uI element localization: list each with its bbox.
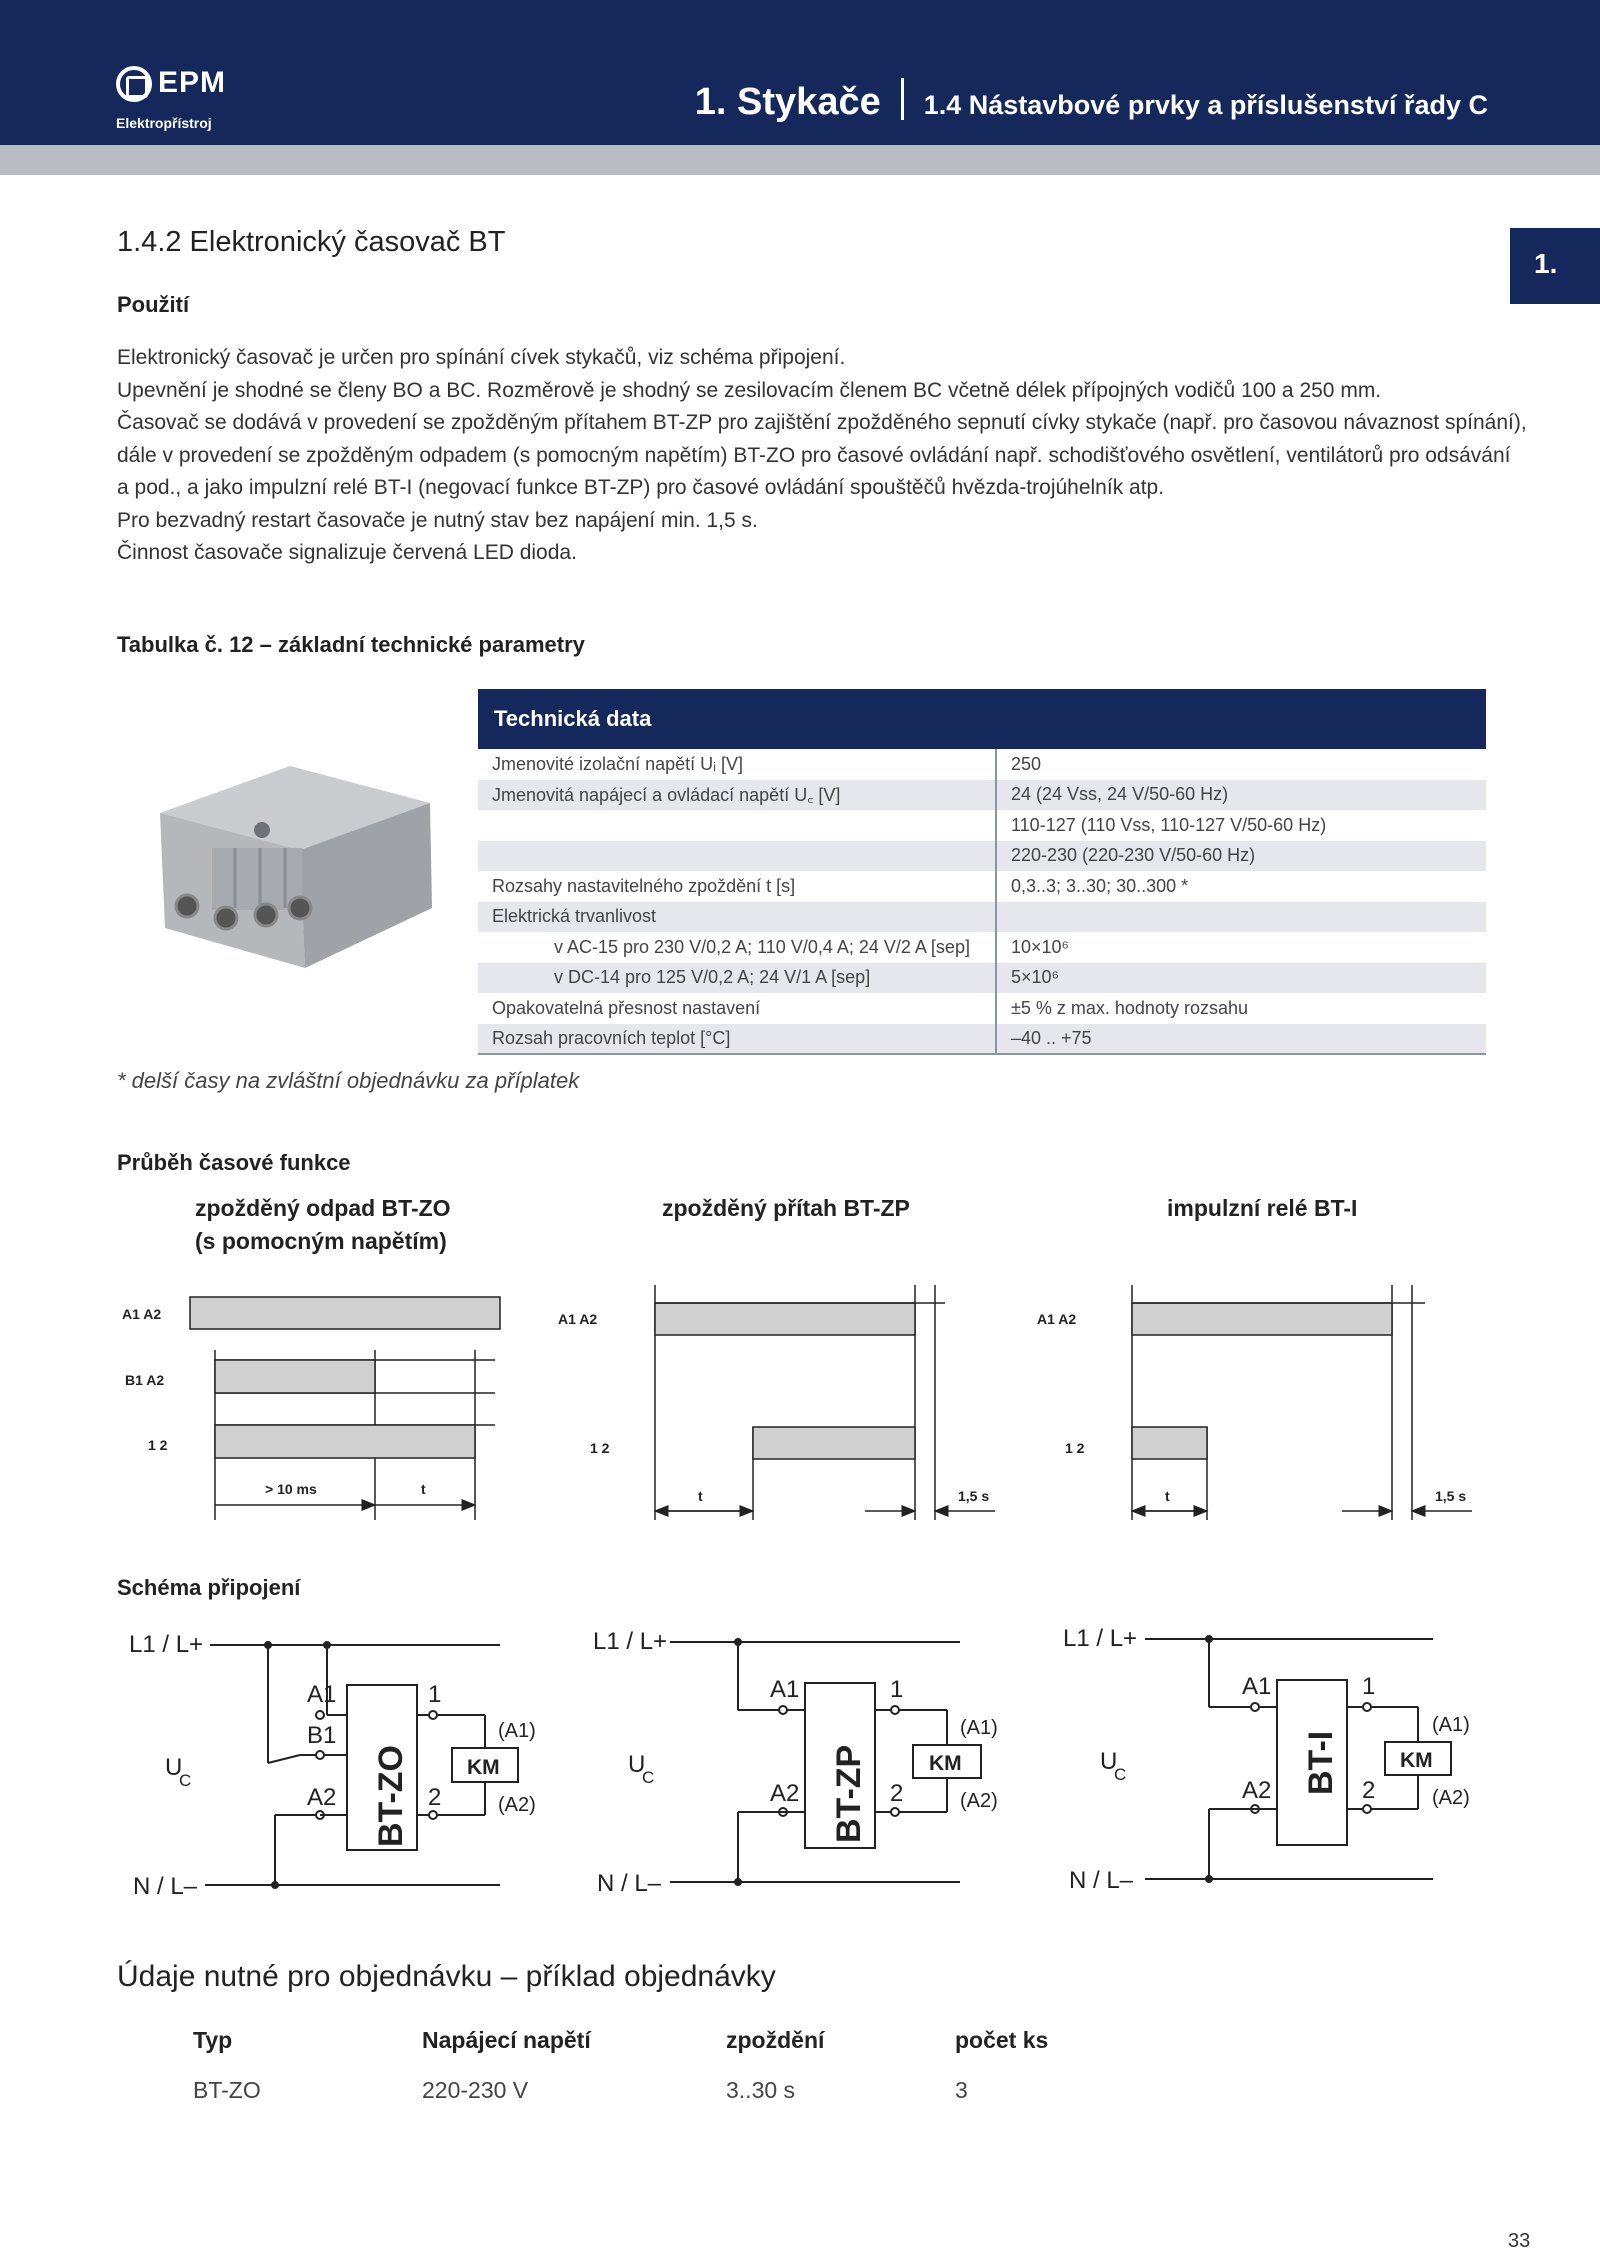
- signal-label: 1 2: [148, 1437, 168, 1453]
- terminal-label: A2: [1242, 1777, 1272, 1804]
- coil-label: (A1): [498, 1720, 536, 1742]
- param-label: Jmenovitá napájecí a ovládací napětí U꜀ [V]: [478, 780, 996, 811]
- header-title: [695, 72, 1488, 124]
- scheme-zp: [593, 1628, 998, 1897]
- table-header-row: [177, 2015, 1089, 2065]
- param-label: Rozsahy nastavitelného zpoždění t [s]: [478, 871, 996, 902]
- coil-label: (A1): [1432, 1714, 1470, 1736]
- device-label: BT-ZP: [830, 1744, 868, 1843]
- table-row: [478, 932, 1486, 963]
- param-label: Elektrická trvanlivost: [478, 902, 996, 933]
- time-label: t: [698, 1488, 703, 1504]
- order-heading: Údaje nutné pro objednávku – příklad objednávky: [117, 1960, 776, 1993]
- uc-label: U: [1100, 1748, 1118, 1775]
- chapter-title: 1. Stykače: [694, 81, 881, 123]
- timing-zp: [558, 1285, 995, 1520]
- usage-heading: Použití: [117, 292, 190, 317]
- terminal-label: A1: [1242, 1673, 1272, 1700]
- line-label: L1 / L+: [593, 1628, 668, 1655]
- km-label: KM: [1400, 1749, 1433, 1772]
- param-value: [996, 902, 1486, 933]
- logo-subtitle: Elektropřístroj: [116, 115, 212, 131]
- header-stripe: [0, 145, 1600, 175]
- table-cell: 3: [955, 2076, 968, 2103]
- connection-schemes: [115, 1615, 1515, 1905]
- footnote: * delší časy na zvláštní objednávku za příplatek: [117, 1068, 580, 1093]
- table-cell: BT-ZO: [193, 2076, 261, 2103]
- usage-line: a pod., a jako impulzní relé BT-I (negovací funkce BT-ZP) pro časové ovládání spouštěčů hvězda-trojúhelník atp.: [117, 476, 1165, 499]
- terminal-label: A1: [770, 1676, 800, 1703]
- table-row: [478, 841, 1486, 872]
- param-value: 110-127 (110 Vss, 110-127 V/50-60 Hz): [1011, 814, 1327, 835]
- table-row: [478, 810, 1486, 841]
- time-label: 1,5 s: [1435, 1488, 1467, 1504]
- terminal-label: 1: [1362, 1673, 1376, 1700]
- param-label: Jmenovité izolační napětí Uᵢ [V]: [478, 749, 996, 780]
- param-value: 0,3..3; 3..30; 30..300 *: [1011, 875, 1189, 896]
- param-label: [478, 841, 996, 872]
- table-caption: Tabulka č. 12 – základní technické parametry: [117, 632, 585, 657]
- column-header: počet ks: [955, 2026, 1049, 2053]
- terminal-label: 1: [428, 1681, 442, 1708]
- device-label: BT-ZO: [372, 1745, 410, 1847]
- usage-line: Elektronický časovač je určen pro spínání cívek stykačů, viz schéma připojení.: [117, 346, 846, 369]
- device-label: BT-I: [1302, 1730, 1340, 1795]
- terminal-label: 2: [1362, 1777, 1376, 1804]
- function-heading: Průběh časové funkce: [117, 1150, 351, 1175]
- param-value: 220-230 (220-230 V/50-60 Hz): [996, 841, 1486, 872]
- usage-line: Pro bezvadný restart časovače je nutný stav bez napájení min. 1,5 s.: [117, 508, 758, 532]
- logo-mark-icon: [116, 66, 152, 102]
- table-row: [478, 963, 1486, 994]
- table-row: [478, 749, 1486, 780]
- param-label: Rozsah pracovních teplot [°C]: [478, 1024, 996, 1055]
- signal-label: A1 A2: [1037, 1311, 1077, 1327]
- chapter-tab: 1.: [1510, 228, 1600, 304]
- terminal-label: A1: [307, 1681, 337, 1708]
- tech-table: [478, 689, 1486, 1055]
- coil-label: (A2): [960, 1790, 998, 1812]
- scheme-i: [1063, 1625, 1470, 1894]
- usage-text: [117, 342, 1527, 570]
- page-number: 33: [1508, 2230, 1531, 2252]
- column-header: Typ: [193, 2026, 233, 2053]
- scheme-zo: [129, 1631, 536, 1900]
- table-row: [478, 780, 1486, 811]
- signal-label: B1 A2: [125, 1372, 165, 1388]
- product-photo: [140, 758, 440, 988]
- terminal-label: A2: [307, 1784, 337, 1811]
- time-label: t: [421, 1481, 426, 1497]
- usage-line: Činnost časovače signalizuje červená LED dioda.: [117, 541, 577, 564]
- line-label: N / L–: [1069, 1867, 1134, 1894]
- zo-title-line: (s pomocným napětím): [195, 1228, 447, 1254]
- param-value: 24 (24 Vss, 24 V/50-60 Hz): [996, 780, 1486, 811]
- uc-subscript: C: [642, 1768, 655, 1787]
- coil-label: (A2): [1432, 1787, 1470, 1809]
- table-cell: 220-230 V: [422, 2076, 529, 2103]
- param-value: 10×10⁶: [1011, 936, 1069, 957]
- i-title: impulzní relé BT-I: [1167, 1195, 1358, 1221]
- terminal-label: B1: [307, 1722, 337, 1749]
- zo-title: [195, 1192, 451, 1258]
- param-label: Opakovatelná přesnost nastavení: [478, 993, 996, 1024]
- table-row: [478, 871, 1486, 902]
- signal-label: A1 A2: [122, 1306, 162, 1322]
- coil-label: (A1): [960, 1717, 998, 1739]
- section-title: 1.4 Nástavbové prvky a příslušenství řady C: [923, 90, 1488, 120]
- uc-label: U: [165, 1754, 183, 1781]
- table-row: [478, 902, 1486, 933]
- param-label: v AC-15 pro 230 V/0,2 A; 110 V/0,4 A; 24 V/2 A [sep]: [478, 932, 996, 963]
- header-divider: [901, 78, 904, 120]
- time-label: > 10 ms: [265, 1481, 317, 1497]
- signal-label: 1 2: [1065, 1440, 1085, 1456]
- logo: [116, 60, 266, 140]
- terminal-label: 2: [428, 1784, 442, 1811]
- uc-label: U: [628, 1751, 646, 1778]
- table-row: [478, 993, 1486, 1024]
- param-value: –40 .. +75: [996, 1024, 1486, 1055]
- param-label: v DC-14 pro 125 V/0,2 A; 24 V/1 A [sep]: [478, 963, 996, 994]
- order-table: [177, 2015, 1089, 2115]
- param-value: ±5 % z max. hodnoty rozsahu: [1011, 997, 1248, 1018]
- uc-subscript: C: [1114, 1765, 1127, 1784]
- line-label: L1 / L+: [1063, 1625, 1138, 1652]
- column-header: zpoždění: [726, 2026, 825, 2053]
- line-label: L1 / L+: [129, 1631, 204, 1658]
- timing-i: [1037, 1285, 1472, 1520]
- timing-zo: [122, 1297, 500, 1520]
- uc-subscript: C: [179, 1771, 192, 1790]
- usage-line: Upevnění je shodné se členy BO a BC. Rozměrově je shodný se zesilovacím členem BC včetně délek přípojných vodičů 100 a 250 mm.: [117, 378, 1382, 402]
- param-value: 250: [1011, 753, 1042, 774]
- table-row: [177, 2065, 1089, 2115]
- line-label: N / L–: [597, 1870, 662, 1897]
- signal-label: A1 A2: [558, 1311, 598, 1327]
- param-label: [478, 810, 996, 841]
- usage-line: Časovač se dodává v provedení se zpožděným přítahem BT-ZP pro zajištění zpožděného sepnutí cívky stykače (např. pro časovou návaznost spínání),: [117, 411, 1527, 434]
- zo-title-line: zpožděný odpad BT-ZO: [195, 1195, 451, 1221]
- terminal-label: 1: [890, 1676, 904, 1703]
- time-label: 1,5 s: [958, 1488, 990, 1504]
- param-value: 5×10⁶: [996, 963, 1486, 994]
- schema-heading: Schéma připojení: [117, 1575, 301, 1600]
- zp-title: zpožděný přítah BT-ZP: [662, 1195, 910, 1221]
- terminal-label: A2: [770, 1780, 800, 1807]
- usage-line: dále v provedení se zpožděným odpadem (s pomocným napětím) BT-ZO pro časové ovládání např. schodišťového osvětlení, ventilátorů pro odsávání: [117, 443, 1511, 467]
- line-label: N / L–: [133, 1873, 198, 1900]
- coil-label: (A2): [498, 1794, 536, 1816]
- tech-table-header: Technická data: [478, 689, 1486, 749]
- signal-label: 1 2: [590, 1440, 610, 1456]
- column-header: Napájecí napětí: [422, 2026, 591, 2053]
- page-title: 1.4.2 Elektronický časovač BT: [117, 226, 506, 258]
- table-cell: 3..30 s: [726, 2076, 796, 2103]
- logo-brand: EPM: [158, 66, 227, 99]
- km-label: KM: [467, 1756, 500, 1779]
- terminal-label: 2: [890, 1780, 904, 1807]
- km-label: KM: [929, 1752, 962, 1775]
- time-label: t: [1165, 1488, 1170, 1504]
- table-row: [478, 1024, 1486, 1055]
- timing-diagrams: [115, 1275, 1515, 1535]
